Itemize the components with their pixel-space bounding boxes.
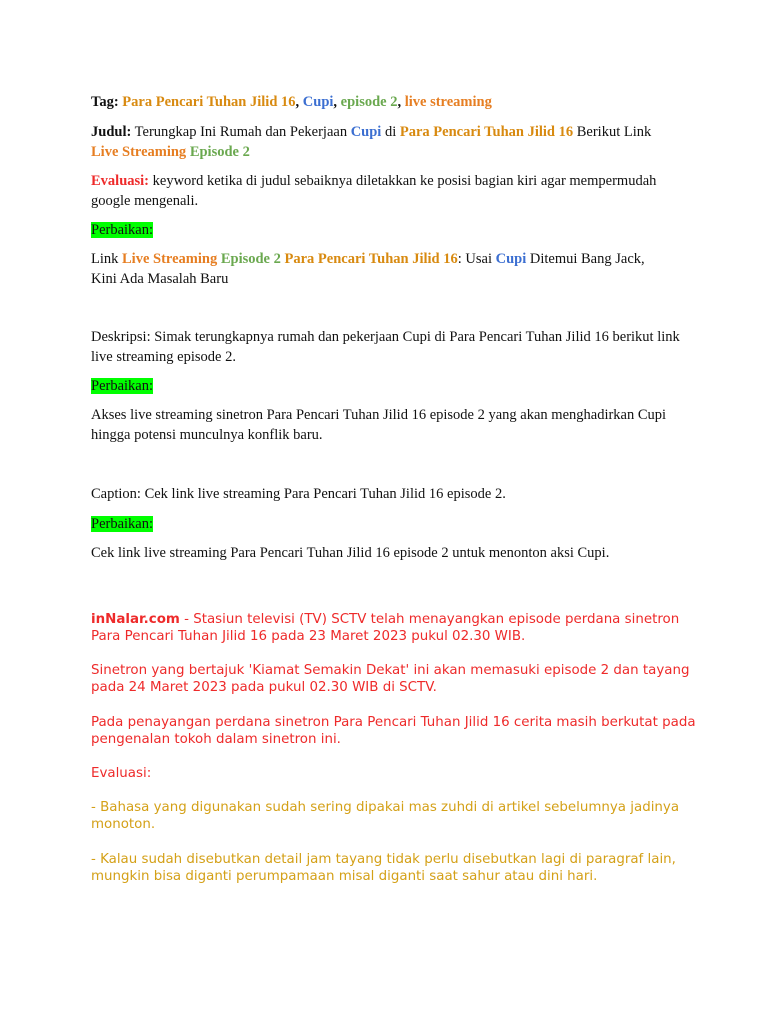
perbaikan-label: Perbaikan: (91, 222, 154, 238)
article-text: - Stasiun televisi (TV) SCTV telah menayangkan episode perdana sinetron Para Pencari Tuhan Jilid 16 pada 23 Maret 2023 pukul 02.30 WIB. (91, 612, 680, 644)
caption-text: Caption: Cek link live streaming Para Pencari Tuhan Jilid 16 episode 2. (91, 486, 506, 502)
tag-separator: , (295, 94, 303, 110)
judul-label: Judul: (91, 124, 132, 140)
deskripsi-perbaikan: Akses live streaming sinetron Para Pencari Tuhan Jilid 16 episode 2 yang akan menghadirkan Cupi hingga potensi munculnya konflik baru. (91, 407, 667, 443)
tag-line (91, 92, 691, 112)
article-paragraph-3: Pada penayangan perdana sinetron Para Pencari Tuhan Jilid 16 cerita masih berkutat pada pengenalan tokoh dalam sinetron ini. (91, 715, 696, 747)
perbaikan-judul-label-line (91, 220, 691, 240)
tag-para-pencari-tuhan: Para Pencari Tuhan Jilid 16 (122, 94, 296, 110)
judul-text: Berikut Link (573, 124, 652, 140)
perbaikan-deskripsi-label-line (91, 376, 691, 396)
perbaikan-label: Perbaikan: (91, 516, 154, 532)
tag-cupi: Cupi (302, 94, 334, 110)
tag-separator: , (333, 94, 341, 110)
evaluasi-label: Evaluasi: (91, 173, 150, 189)
judul-fix-ppt: Para Pencari Tuhan Jilid 16 (284, 251, 458, 267)
evaluasi-text: keyword ketika di judul sebaiknya diletakkan ke posisi bagian kiri agar mempermudah google mengenali. (91, 173, 657, 209)
evaluasi-judul (91, 171, 691, 211)
article-paragraph-1 (91, 611, 711, 645)
judul-perbaikan (91, 249, 691, 289)
tag-live-streaming: live streaming (404, 94, 492, 110)
article-evaluasi-point-2: - Kalau sudah disebutkan detail jam tayang tidak perlu disebutkan lagi di paragraf lain, mungkin bisa diganti perumpamaan misal diganti saat sahur atau dini hari. (91, 852, 676, 884)
article-source: inNalar.com (91, 612, 180, 627)
judul-keyword-ppt: Para Pencari Tuhan Jilid 16 (399, 124, 574, 140)
tag-episode-2: episode 2 (340, 94, 398, 110)
judul-keyword-live-streaming: Live Streaming (91, 144, 187, 160)
judul-text: Terungkap Ini Rumah dan Pekerjaan (131, 124, 351, 140)
tag-separator: , (397, 94, 405, 110)
caption-perbaikan: Cek link live streaming Para Pencari Tuhan Jilid 16 episode 2 untuk menonton aksi Cupi. (91, 545, 610, 561)
judul-fix-episode: Episode 2 (220, 251, 281, 267)
judul-fix-cupi: Cupi (495, 251, 527, 267)
perbaikan-caption-label-line (91, 514, 691, 534)
judul-fix-text: Ditemui Bang Jack, (526, 251, 645, 267)
article-evaluasi-label: Evaluasi: (91, 766, 152, 781)
judul-keyword-cupi: Cupi (350, 124, 382, 140)
perbaikan-label: Perbaikan: (91, 378, 154, 394)
article-evaluasi-point-1: - Bahasa yang digunakan sudah sering dipakai mas zuhdi di artikel sebelumnya jadinya monoton. (91, 800, 680, 832)
deskripsi-text: Deskripsi: Simak terungkapnya rumah dan pekerjaan Cupi di Para Pencari Tuhan Jilid 16 berikut link live streaming episode 2. (91, 329, 680, 365)
article-paragraph-2: Sinetron yang bertajuk 'Kiamat Semakin Dekat' ini akan memasuki episode 2 dan tayang pada 24 Maret 2023 pada pukul 02.30 WIB di SCTV. (91, 663, 690, 695)
judul-text: di (381, 124, 400, 140)
judul-fix-text: : Usai (457, 251, 496, 267)
judul-fix-live-streaming: Live Streaming (122, 251, 218, 267)
tag-label: Tag: (91, 94, 119, 110)
judul-fix-text: Link (91, 251, 123, 267)
judul-keyword-episode: Episode 2 (189, 144, 250, 160)
judul-block (91, 122, 691, 162)
judul-fix-line2: Kini Ada Masalah Baru (91, 271, 229, 287)
